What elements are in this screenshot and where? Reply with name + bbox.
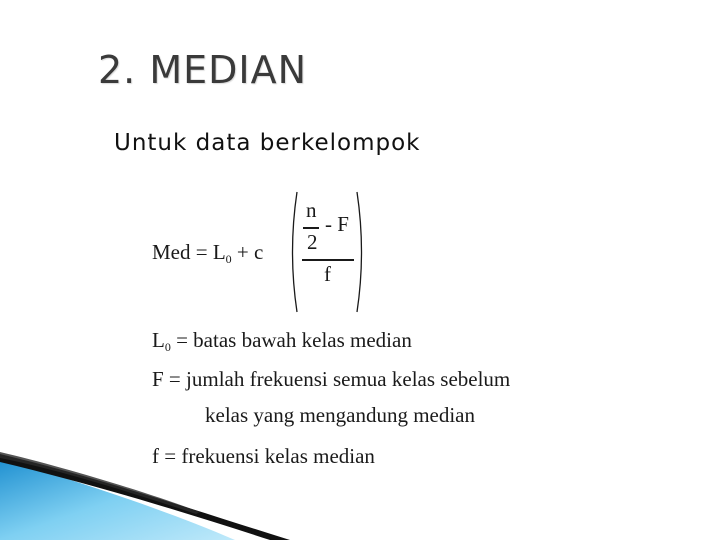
- definition-F: F = jumlah frekuensi semua kelas sebelum: [152, 367, 511, 391]
- definition-l0-text: = batas bawah kelas median: [170, 328, 412, 352]
- definition-l0-symbol: L: [152, 328, 165, 352]
- left-parenthesis: [287, 190, 299, 314]
- right-parenthesis: [355, 190, 367, 314]
- slide-subtitle: Untuk data berkelompok: [114, 130, 421, 156]
- formula-minus-F: - F: [325, 212, 349, 236]
- formula-plus-c: + c: [231, 240, 264, 264]
- definition-f: f = frekuensi kelas median: [152, 444, 375, 468]
- decorative-swoosh: [0, 440, 300, 540]
- formula-l-subscript: 0: [225, 252, 232, 266]
- definition-l0: [152, 328, 412, 355]
- small-fraction-bar: [303, 227, 319, 229]
- formula-lhs: [152, 240, 263, 267]
- median-formula: [150, 190, 390, 320]
- definition-F-continuation: kelas yang mengandung median: [205, 403, 476, 427]
- formula-med-l: Med = L: [152, 240, 226, 264]
- formula-denominator-f: f: [324, 262, 331, 286]
- main-fraction-bar: [302, 259, 354, 261]
- definition-l0-subscript: 0: [164, 340, 171, 354]
- slide-title: 2. MEDIAN: [98, 48, 308, 92]
- fraction-denominator: 2: [307, 230, 318, 254]
- fraction-numerator: n: [306, 198, 317, 222]
